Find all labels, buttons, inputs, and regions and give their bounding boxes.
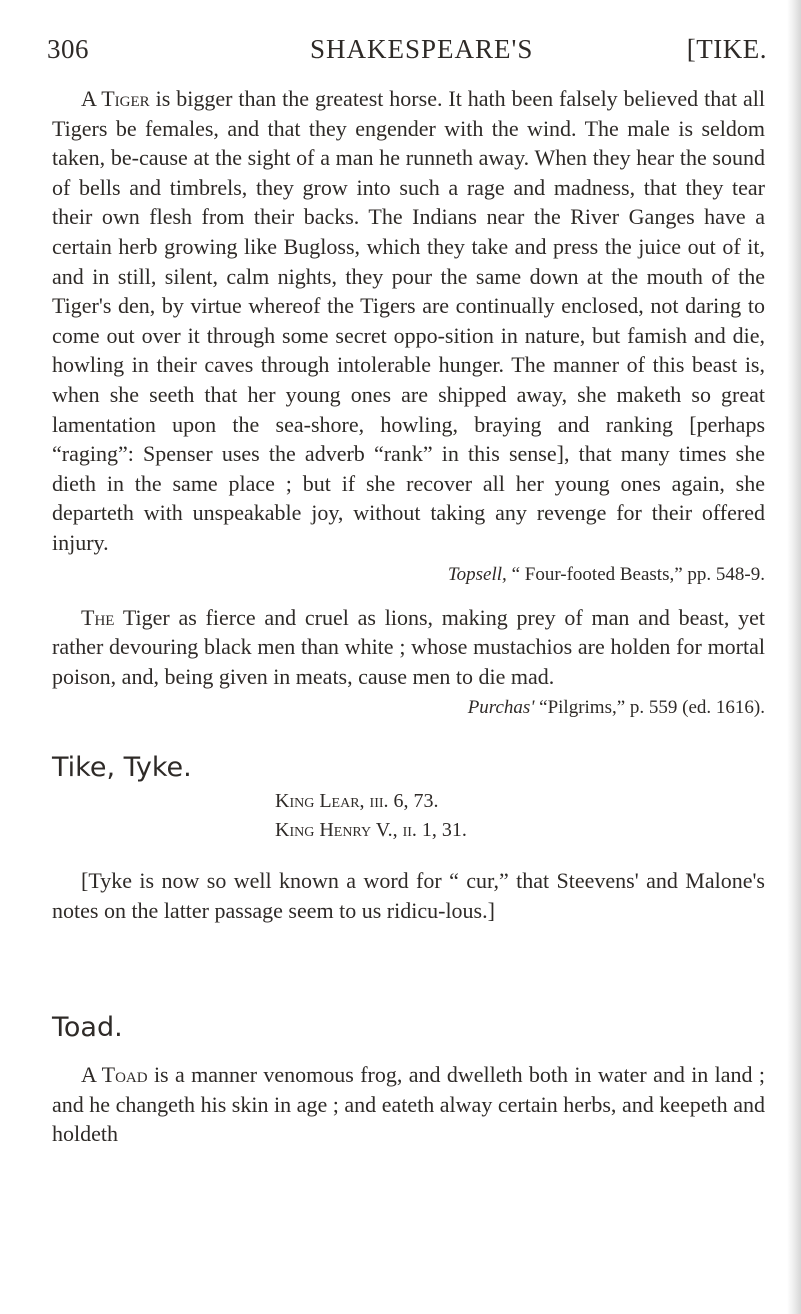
toad-headword: Toad.: [52, 1012, 123, 1043]
tiger-lead-word: A Tiger: [81, 86, 150, 111]
citation-work: “ Four-footed Beasts,” pp. 548-9.: [511, 563, 765, 585]
tiger-citation-1: [52, 560, 765, 589]
citation-author: Topsell,: [447, 563, 507, 585]
tike-note: [Tyke is now so well known a word for “ cur,” that Steevens' and Malone's notes on the latter passage seem to us ridicu-lous.]: [52, 868, 765, 923]
tiger-citation-2: [52, 693, 765, 722]
tike-note-block: [52, 866, 765, 925]
citation-author: Purchas': [467, 697, 535, 719]
page-number: 306: [47, 34, 89, 64]
reference-king-lear: King Lear, iii. 6, 73.: [275, 790, 439, 812]
running-header: [47, 34, 767, 74]
entry-key: [TIKE.: [686, 34, 767, 64]
toad-paragraph-text: is a manner venomous frog, and dwelleth both in water and in land ; and he changeth his skin in age ; and eateth alway certain herbs, and keepeth and holdeth: [52, 1062, 766, 1147]
toad-paragraph: [52, 1060, 765, 1149]
toad-entry: [52, 1060, 765, 1149]
page-edge-shadow: [787, 0, 801, 1314]
tiger-paragraph-1: [52, 84, 765, 558]
tiger-paragraph-1-text: is bigger than the greatest horse. It hath been falsely believed that all Tigers be females, and that they engender with the wind. The male is seldom taken, be-cause at the sight of a man he runneth away. When they hear the sound of bells and timbrels, they grow into such a rage and madness, that they tear their own flesh from their backs. The Indians near the River Ganges have a certain herb growing like Bugloss, which they take and press the juice out of it, and in still, silent, calm nights, they pour the same down at the mouth of the Tiger's den, by virtue whereof the Tigers are continually enclosed, not daring to come out over it through some secret oppo-sition in nature, but famish and die, howling in their caves through intolerable hunger. The manner of this beast is, when she seeth that her young ones are shipped away, she maketh so great lamentation upon the sea-shore, howling, braying and ranking [perhaps “raging”: Spenser uses the adverb “rank” in this sense], that many times she dieth in the same place ; but if she recover all her young ones again, she departeth with unspeakable joy, without taking any revenge for their offered injury.: [52, 86, 765, 555]
reference-king-henry-v: King Henry V., ii. 1, 31.: [275, 819, 467, 841]
tike-references: [275, 787, 467, 845]
tiger-lead-word-2: The: [81, 604, 115, 630]
tiger-entry: [52, 84, 765, 722]
citation-work: “Pilgrims,” p. 559 (ed. 1616).: [539, 697, 765, 719]
running-title: SHAKESPEARE'S: [310, 34, 534, 64]
tiger-paragraph-2-text: Tiger as fierce and cruel as lions, making prey of man and beast, yet rather devouring black men than white ; whose mustachios are holden for mortal poison, and, being given in meats, cause men to die mad.: [52, 604, 765, 689]
tiger-paragraph-2: [52, 603, 765, 692]
tike-headword: Tike, Tyke.: [52, 752, 192, 783]
toad-lead-word: A Toad: [81, 1062, 148, 1087]
